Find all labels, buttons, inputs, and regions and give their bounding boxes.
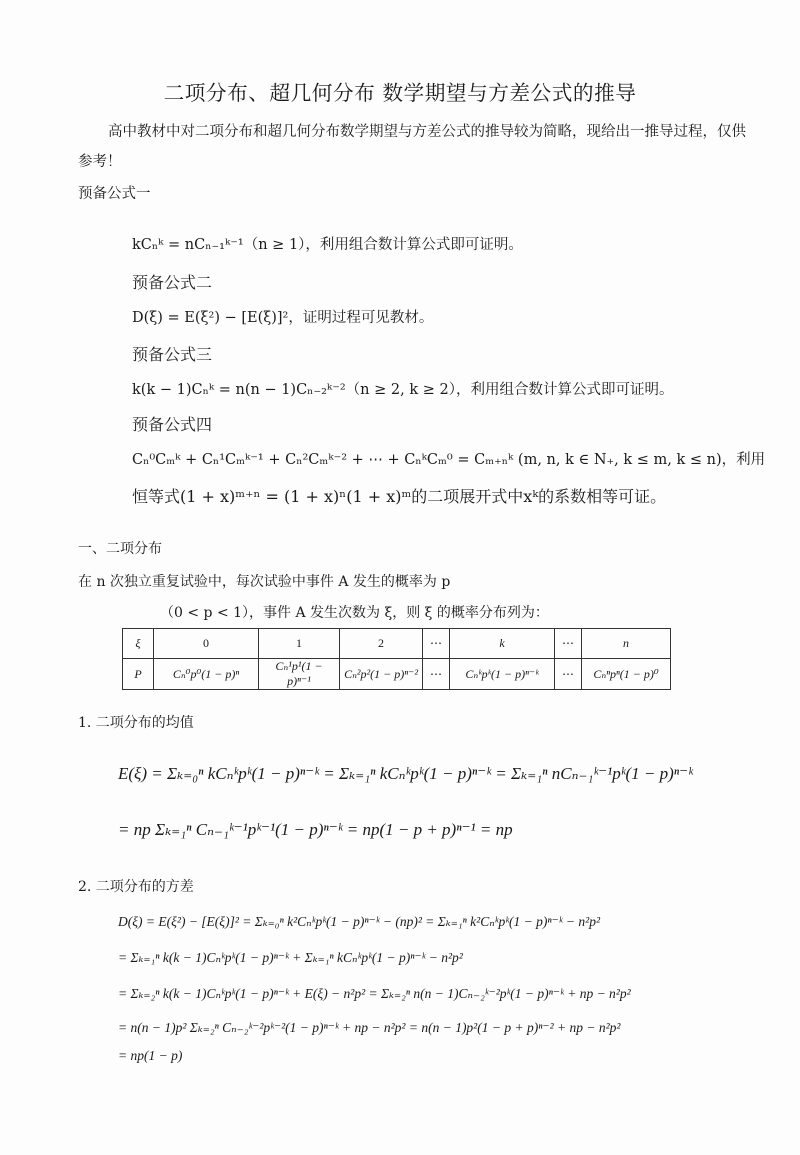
prep-formula-4b: 恒等式(1 + x)ᵐ⁺ⁿ = (1 + x)ⁿ(1 + x)ᵐ的二项展开式中xᵏ的系数相等可证。 [132,487,667,506]
variance-formula-line-2: = Σₖ₌₁ⁿ k(k − 1)Cₙᵏpᵏ(1 − p)ⁿ⁻ᵏ + Σₖ₌₁ⁿ kCₙᵏpᵏ(1 − p)ⁿ⁻ᵏ − n²p² [118,950,463,965]
table-row [123,629,671,659]
table-cell: n [582,629,671,659]
variance-formula-line-4: = n(n − 1)p² Σₖ₌₂ⁿ Cₙ₋₂ᵏ⁻²pᵏ⁻²(1 − p)ⁿ⁻ᵏ + np − n²p² = n(n − 1)p²(1 − p + p)ⁿ⁻² + np − n²p² [118,1020,621,1035]
table-cell: P [123,659,154,690]
page-title: 二项分布、超几何分布 数学期望与方差公式的推导 [163,81,637,105]
variance-formula-line-1: D(ξ) = E(ξ²) − [E(ξ)]² = Σₖ₌₀ⁿ k²Cₙᵏpᵏ(1 − p)ⁿ⁻ᵏ − (np)² = Σₖ₌₁ⁿ k²Cₙᵏpᵏ(1 − p)ⁿ⁻ᵏ − n²p² [118,914,601,929]
table-cell: ⋯ [555,629,582,659]
table-cell: ξ [123,629,154,659]
mean-heading: 1. 二项分布的均值 [78,715,194,731]
table-cell: ⋯ [555,659,582,690]
table-cell: ⋯ [423,659,450,690]
intro-line-2: 参考！ [78,154,122,170]
prep-formula-4a: Cₙ⁰Cₘᵏ + Cₙ¹Cₘᵏ⁻¹ + Cₙ²Cₘᵏ⁻² + ⋯ + CₙᵏCₘ⁰ = Cₘ₊ₙᵏ (m, n, k ∈ N₊, k ≤ m, k ≤ n)，利用 [132,452,766,468]
prep-heading-3: 预备公式三 [132,345,213,364]
prep-formula-1: kCₙᵏ = nCₙ₋₁ᵏ⁻¹（n ≥ 1），利用组合数计算公式即可证明。 [132,237,523,253]
intro-line-1: 高中教材中对二项分布和超几何分布数学期望与方差公式的推导较为简略，现给出一推导过程，仅供 [108,124,746,140]
table-cell: Cₙ⁰p⁰(1 − p)ⁿ [154,659,259,690]
table-cell: Cₙ²p²(1 − p)ⁿ⁻² [340,659,423,690]
table-cell: Cₙᵏpᵏ(1 − p)ⁿ⁻ᵏ [450,659,555,690]
prep-heading-2: 预备公式二 [132,273,213,292]
table-cell: Cₙⁿpⁿ(1 − p)⁰ [582,659,671,690]
prep-formula-3: k(k − 1)Cₙᵏ = n(n − 1)Cₙ₋₂ᵏ⁻²（n ≥ 2, k ≥ 2），利用组合数计算公式即可证明。 [132,382,674,398]
binomial-intro-line-1: 在 n 次独立重复试验中，每次试验中事件 A 发生的概率为 p [78,574,451,590]
prep-formula-2: D(ξ) = E(ξ²) − [E(ξ)]²，证明过程可见教材。 [132,310,434,326]
prep-heading-4: 预备公式四 [132,415,213,434]
prep-heading-1: 预备公式一 [78,186,151,202]
binomial-intro-line-2: （0 < p < 1），事件 A 发生次数为 ξ，则 ξ 的概率分布列为： [160,605,549,621]
variance-formula-line-5: = np(1 − p) [118,1048,183,1063]
table-cell: 2 [340,629,423,659]
variance-heading: 2. 二项分布的方差 [78,879,194,895]
table-cell: ⋯ [423,629,450,659]
mean-formula-line-1: E(ξ) = Σₖ₌₀ⁿ kCₙᵏpᵏ(1 − p)ⁿ⁻ᵏ = Σₖ₌₁ⁿ kCₙᵏpᵏ(1 − p)ⁿ⁻ᵏ = Σₖ₌₁ⁿ nCₙ₋₁ᵏ⁻¹pᵏ(1 − p)ⁿ⁻ᵏ [118,764,693,783]
table-cell: k [450,629,555,659]
distribution-table [122,628,671,690]
table-cell: Cₙ¹p¹(1 − p)ⁿ⁻¹ [259,659,340,690]
section-heading-binomial: 一、二项分布 [78,541,162,557]
variance-formula-line-3: = Σₖ₌₂ⁿ k(k − 1)Cₙᵏpᵏ(1 − p)ⁿ⁻ᵏ + E(ξ) − n²p² = Σₖ₌₂ⁿ n(n − 1)Cₙ₋₂ᵏ⁻²pᵏ(1 − p)ⁿ⁻ᵏ + np − n²p² [118,986,631,1001]
table-row [123,659,671,690]
table-cell: 1 [259,629,340,659]
mean-formula-line-2: = np Σₖ₌₁ⁿ Cₙ₋₁ᵏ⁻¹pᵏ⁻¹(1 − p)ⁿ⁻ᵏ = np(1 − p + p)ⁿ⁻¹ = np [118,820,513,839]
table-cell: 0 [154,629,259,659]
